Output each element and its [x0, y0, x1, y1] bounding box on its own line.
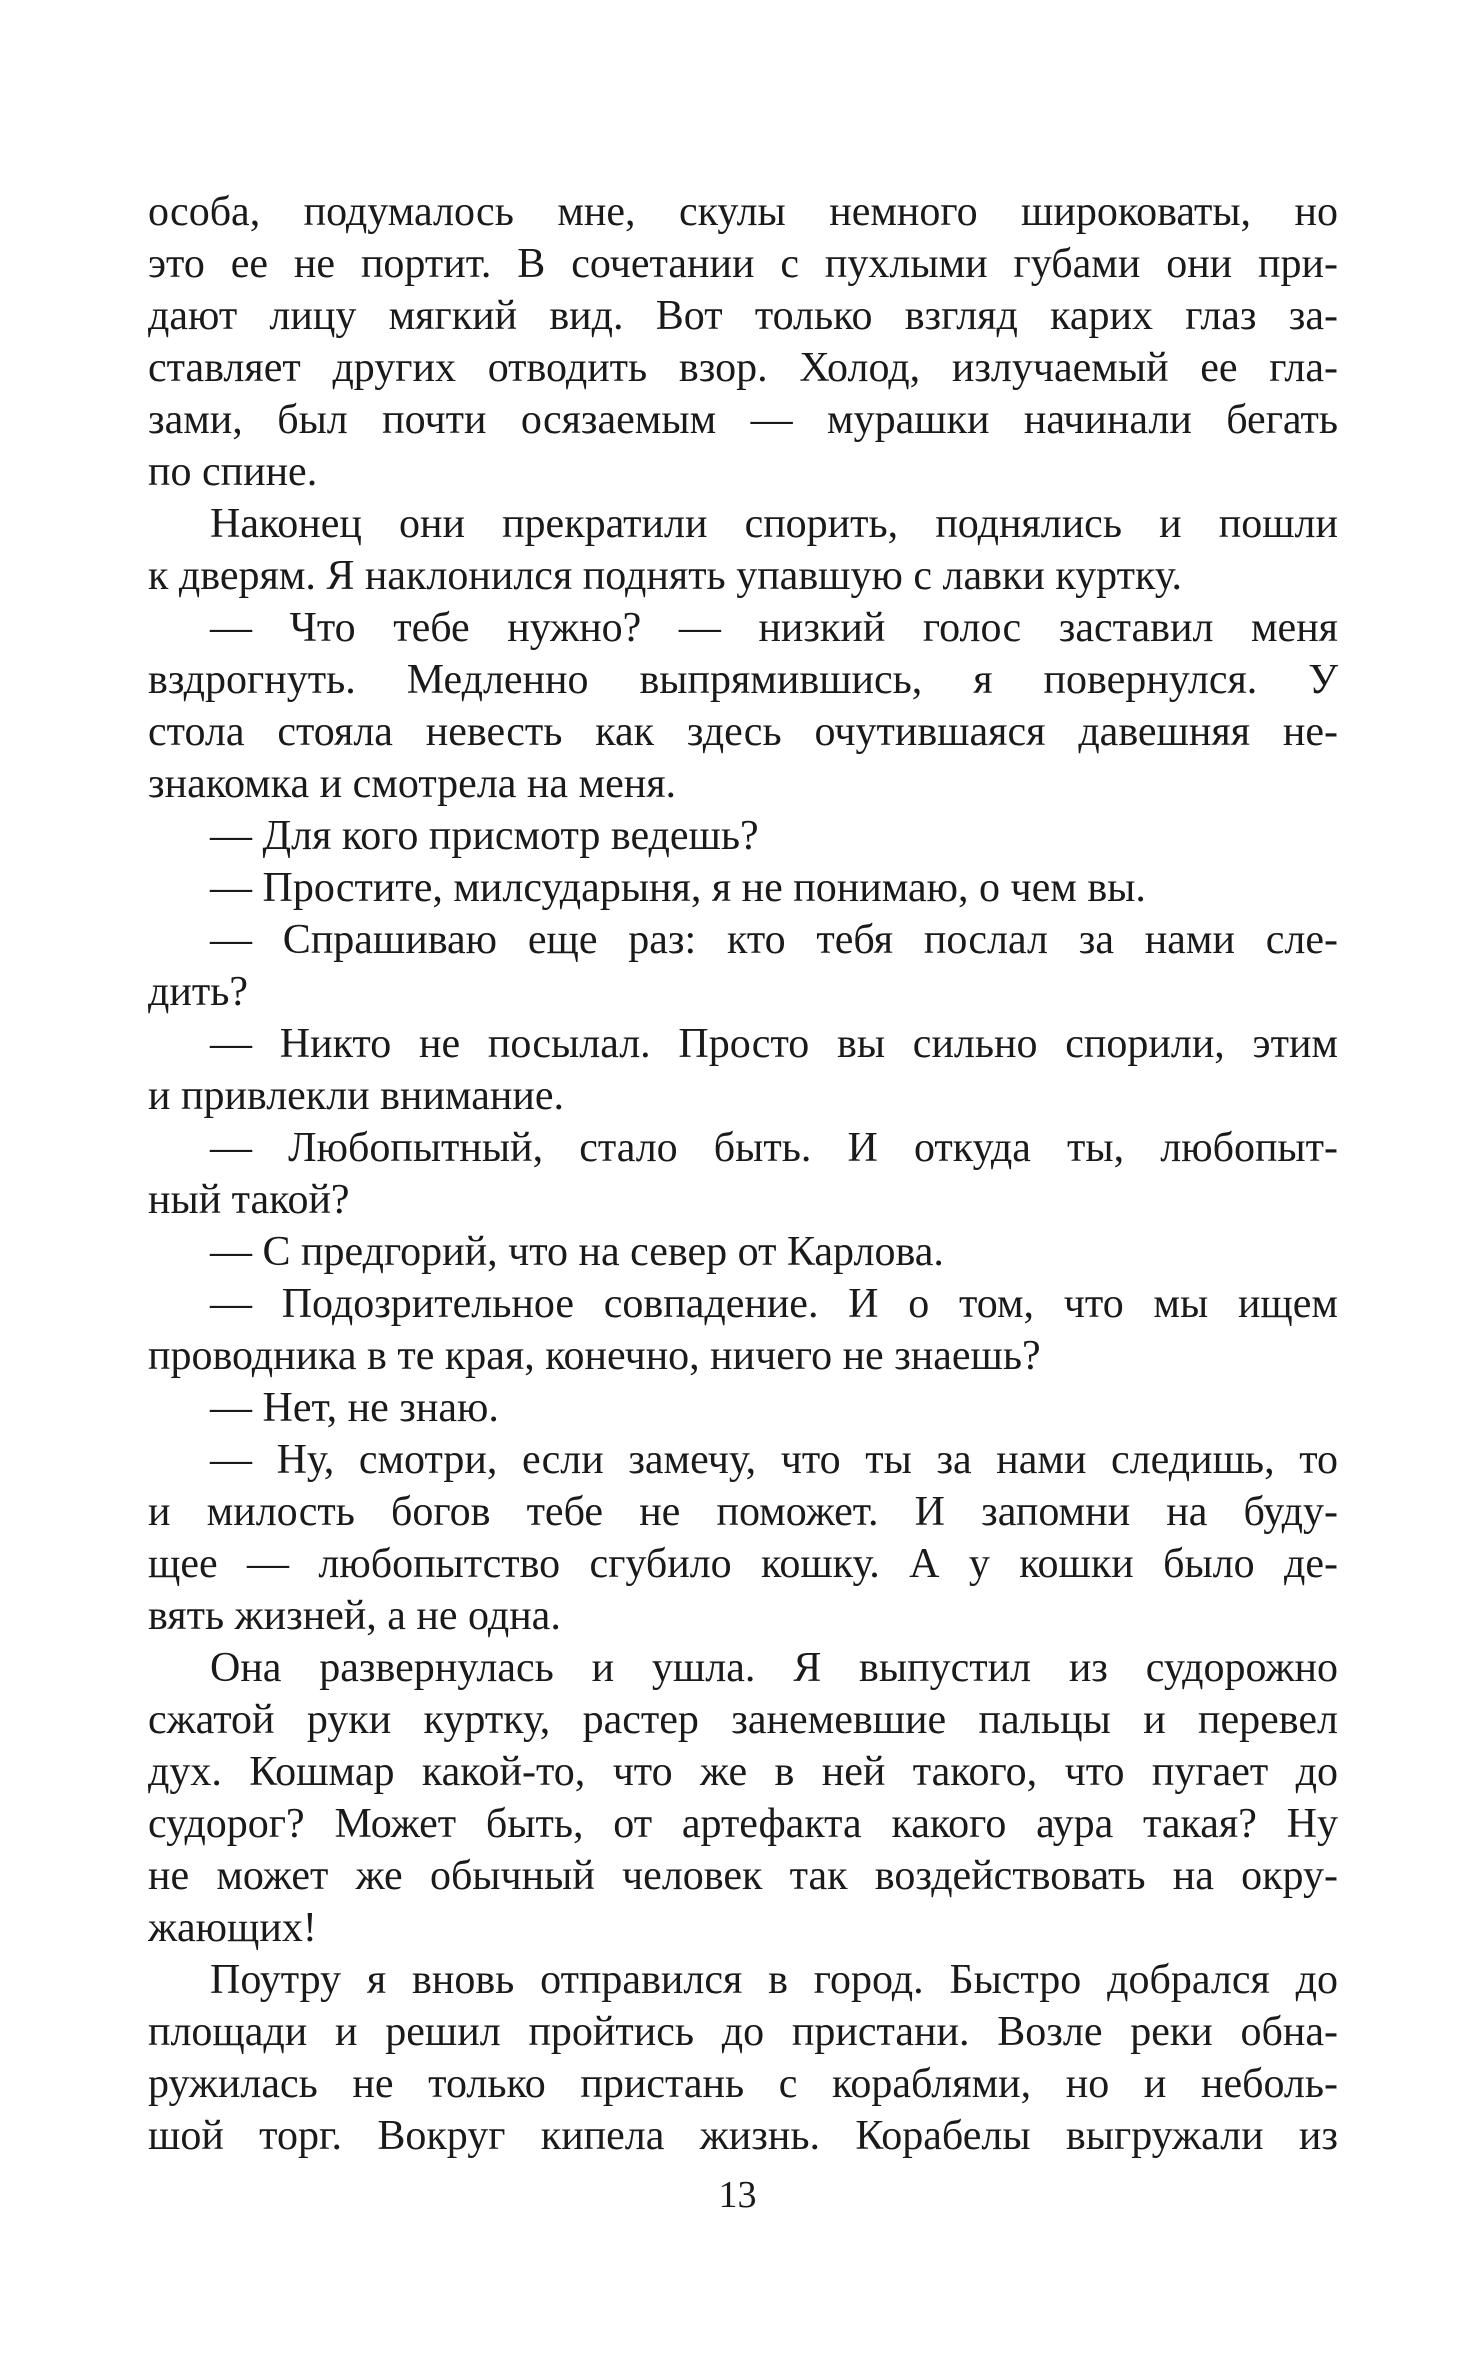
text-line: дух. Кошмар какой-то, что же в ней такого, что пугает до	[148, 1749, 1338, 1795]
text-line: это ее не портит. В сочетании с пухлыми губами они при-	[148, 241, 1338, 287]
text-line: Наконец они прекратили спорить, поднялись и пошли	[210, 501, 1338, 547]
text-line: — Никто не посылал. Просто вы сильно спорили, этим	[210, 1021, 1338, 1067]
text-line: — Любопытный, стало быть. И откуда ты, любопыт-	[210, 1125, 1338, 1171]
text-line: по спине.	[148, 449, 318, 495]
text-line: — Нет, не знаю.	[210, 1385, 499, 1431]
text-line: дить?	[148, 969, 248, 1015]
text-line: — Спрашиваю еще раз: кто тебя послал за нами сле-	[210, 917, 1338, 963]
text-line: шой торг. Вокруг кипела жизнь. Корабелы выгружали из	[148, 2113, 1338, 2159]
text-line: Поутру я вновь отправился в город. Быстро добрался до	[210, 1957, 1338, 2003]
text-line: вять жизней, а не одна.	[148, 1593, 561, 1639]
text-line: — Что тебе нужно? — низкий голос заставил меня	[210, 605, 1338, 651]
text-line: зами, был почти осязаемым — мурашки начинали бегать	[148, 397, 1338, 443]
text-line: и милость богов тебе не поможет. И запомни на буду-	[148, 1489, 1338, 1535]
text-line: — Простите, милсударыня, я не понимаю, о чем вы.	[210, 865, 1146, 911]
text-line: знакомка и смотрела на меня.	[148, 761, 677, 807]
text-line: сжатой руки куртку, растер занемевшие пальцы и перевел	[148, 1697, 1338, 1743]
text-line: проводника в те края, конечно, ничего не знаешь?	[148, 1333, 1041, 1379]
text-line: дают лицу мягкий вид. Вот только взгляд карих глаз за-	[148, 293, 1338, 339]
page-number: 13	[718, 2174, 757, 2216]
page-body-text	[148, 186, 1338, 2162]
text-line: Она развернулась и ушла. Я выпустил из судорожно	[210, 1645, 1338, 1691]
text-line: — Ну, смотри, если замечу, что ты за нами следишь, то	[210, 1437, 1338, 1483]
text-line: не может же обычный человек так воздействовать на окру-	[148, 1853, 1338, 1899]
text-line: — С предгорий, что на север от Карлова.	[210, 1229, 944, 1275]
text-line: к дверям. Я наклонился поднять упавшую с лавки куртку.	[148, 553, 1183, 599]
text-line: особа, подумалось мне, скулы немного широковаты, но	[148, 189, 1338, 235]
text-line: и привлекли внимание.	[148, 1073, 564, 1119]
text-line: щее — любопытство сгубило кошку. А у кошки было де-	[148, 1541, 1338, 1587]
text-line: жающих!	[148, 1905, 317, 1951]
text-line: судорог? Может быть, от артефакта какого аура такая? Ну	[148, 1801, 1338, 1847]
text-line: вздрогнуть. Медленно выпрямившись, я повернулся. У	[148, 657, 1338, 703]
text-line: — Для кого присмотр ведешь?	[210, 813, 759, 859]
text-line: площади и решил пройтись до пристани. Возле реки обна-	[148, 2009, 1338, 2055]
text-line: — Подозрительное совпадение. И о том, что мы ищем	[210, 1281, 1338, 1327]
text-line: ный такой?	[148, 1177, 350, 1223]
text-line: ружилась не только пристань с кораблями, но и неболь-	[148, 2061, 1338, 2107]
text-line: ставляет других отводить взор. Холод, излучаемый ее гла-	[148, 345, 1338, 391]
text-line: стола стояла невесть как здесь очутившаяся давешняя не-	[148, 709, 1338, 755]
